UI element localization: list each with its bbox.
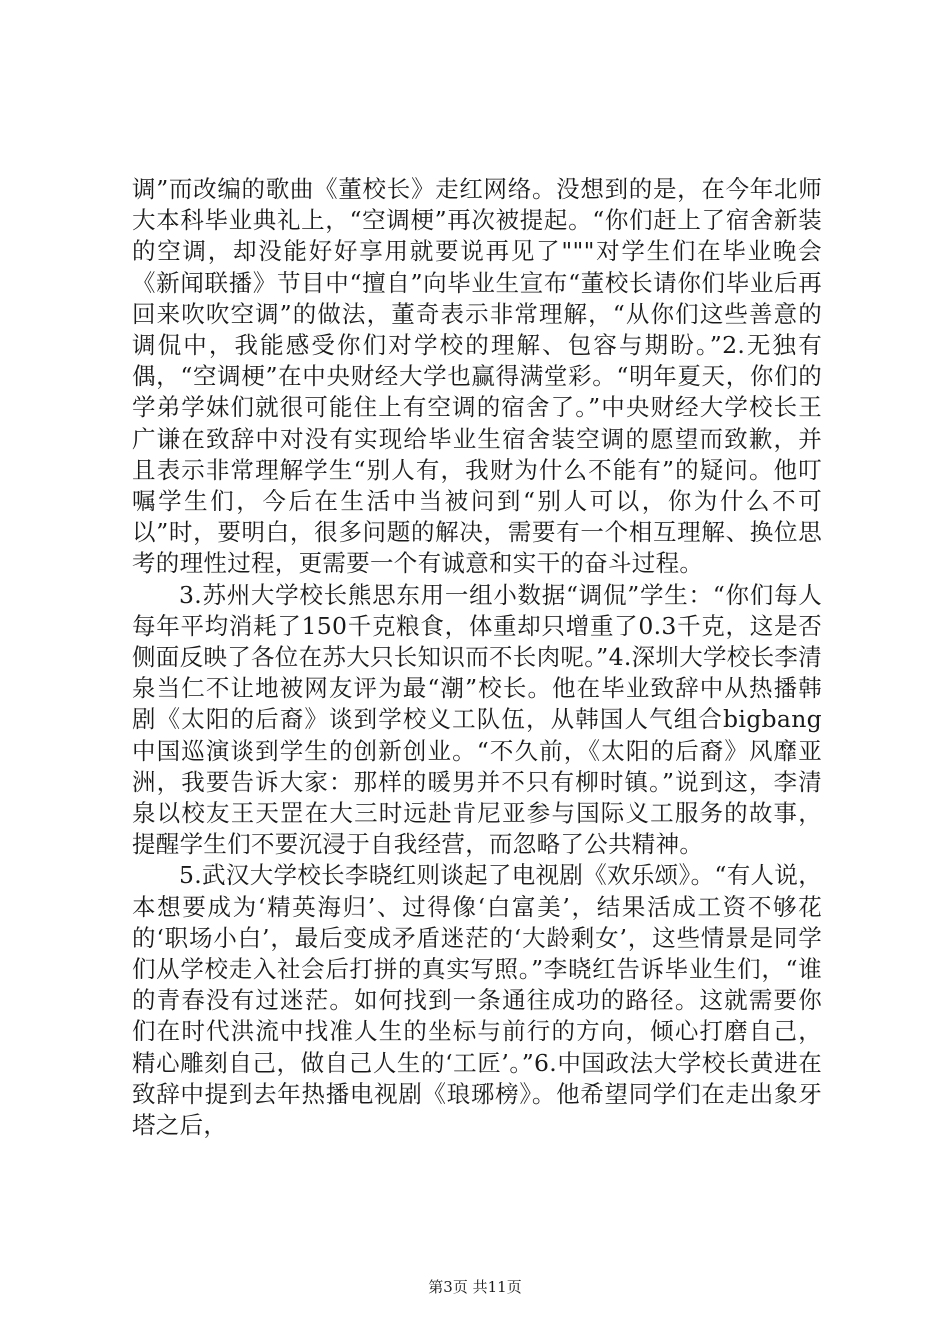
document-body	[132, 174, 822, 1141]
paragraph-3: 5.武汉大学校长李晓红则谈起了电视剧《欢乐颂》。“有人说，本想要成为‘精英海归’、过得像‘白富美’，结果活成工资不够花的‘职场小白’，最后变成矛盾迷茫的‘大龄剩女’，这些情景是同学们从学校走入社会后打拼的真实写照。”李晓红告诉毕业生们，“谁的青春没有过迷茫。如何找到一条通往成功的路径。这就需要你们在时代洪流中找准人生的坐标与前行的方向，倾心打磨自己，精心雕刻自己，做自己人生的‘工匠’。”6.中国政法大学校长黄进在致辞中提到去年热播电视剧《琅琊榜》。他希望同学们在走出象牙塔之后，	[132, 861, 822, 1140]
paragraph-1: 调”而改编的歌曲《董校长》走红网络。没想到的是，在今年北师大本科毕业典礼上，“空调梗”再次被提起。“你们赶上了宿舍新装的空调，却没能好好享用就要说再见了"""对学生们在毕业晚会《新闻联播》节目中“擅自”向毕业生宣布“董校长请你们毕业后再回来吹吹空调”的做法，董奇表示非常理解，“从你们这些善意的调侃中，我能感受你们对学校的理解、包容与期盼。”2.无独有偶，“空调梗”在中央财经大学也赢得满堂彩。“明年夏天，你们的学弟学妹们就很可能住上有空调的宿舍了。”中央财经大学校长王广谦在致辞中对没有实现给毕业生宿舍装空调的愿望而致歉，并且表示非常理解学生“别人有，我财为什么不能有”的疑问。他叮嘱学生们，今后在生活中当被问到“别人可以，你为什么不可以”时，要明白，很多问题的解决，需要有一个相互理解、换位思考的理性过程，更需要一个有诚意和实干的奋斗过程。	[132, 175, 822, 578]
page-number-footer: 第3页 共11页	[428, 1278, 522, 1296]
paragraph-2: 3.苏州大学校长熊思东用一组小数据“调侃”学生：“你们每人每年平均消耗了150千克粮食，体重却只增重了0.3千克，这是否侧面反映了各位在苏大只长知识而不长肉呢。”4.深圳大学校长李清泉当仁不让地被网友评为最“潮”校长。他在毕业致辞中从热播韩剧《太阳的后裔》谈到学校义工队伍，从韩国人气组合bigbang中国巡演谈到学生的创新创业。“不久前，《太阳的后裔》风靡亚洲，我要告诉大家：那样的暖男并不只有柳时镇。”说到这，李清泉以校友王天罡在大三时远赴肯尼亚参与国际义工服务的故事，提醒学生们不要沉浸于自我经营，而忽略了公共精神。	[132, 580, 822, 859]
